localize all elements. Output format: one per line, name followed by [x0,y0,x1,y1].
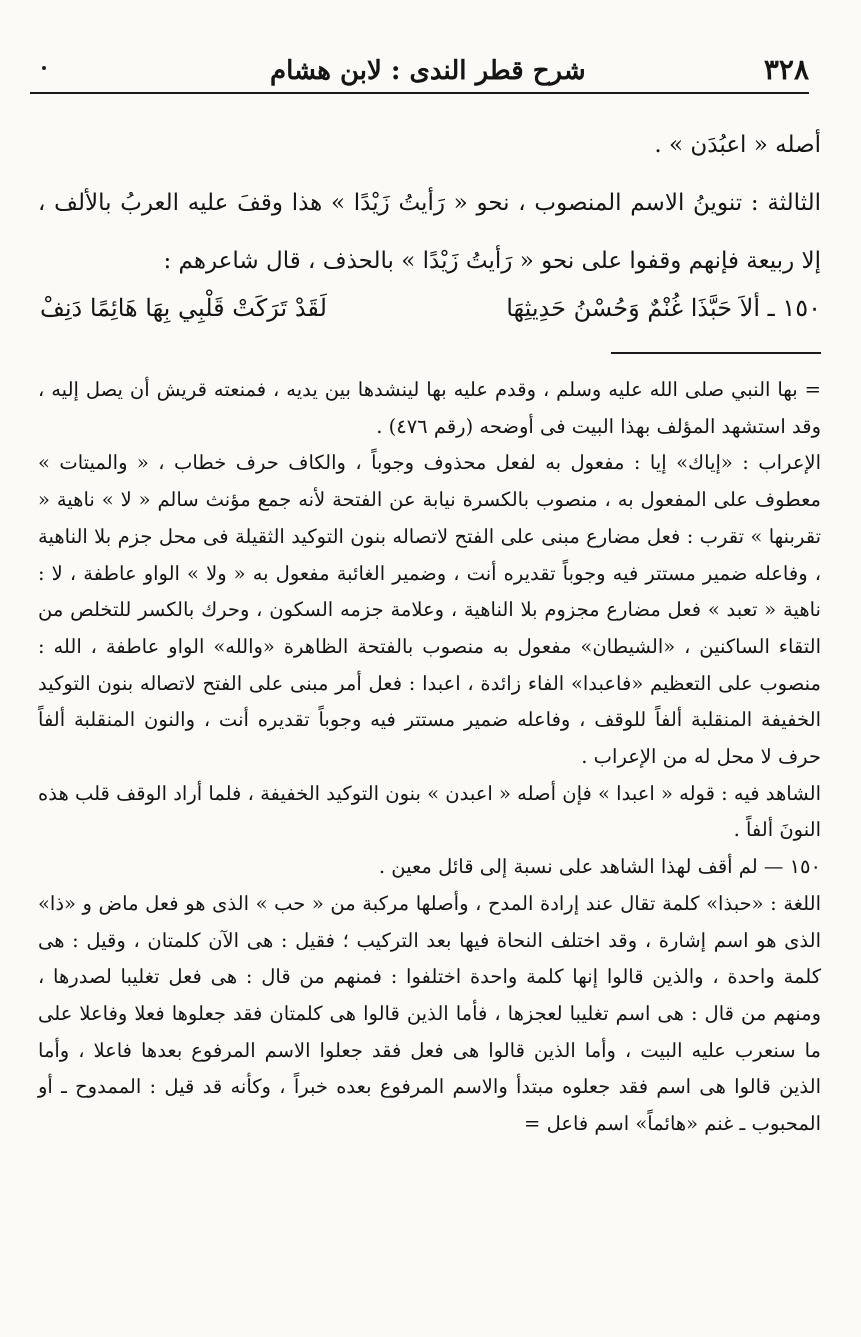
header-dot [42,66,46,70]
footnote-paragraph: اللغة : «حبذا» كلمة تقال عند إرادة المدح ، وأصلها مركبة من « حب » الذى هو فعل ماض و «ذا» الذى هو اسم إشارة ، وقد اختلف النحاة فيها بعد التركيب ؛ فقيل : هى الآن كلمتان ، وقيل : هى كلمة واحدة ، والذين قالوا إنها كلمة واحدة اختلفوا : فمنهم من قال : هى فعل تغليبا لصدرها ، ومنهم من قال : هى اسم تغليبا لعجزها ، فأما الذين قالوا هى كلمتان فقد جعلوها فعلا وفاعلا على ما سنعرب عليه البيت ، وأما الذين قالوا هى فعل فقد جعلوا الاسم المرفوع بعدها فاعلا ، وأما الذين قالوا هى اسم فقد جعلوه مبتدأ والاسم المرفوع بعده خبراً ، وكأنه قد قيل : الممدوح ـ أو المحبوب ـ غنم «هائماً» اسم فاعل = [38,891,821,1136]
verse-first-hemistich: ١٥٠ ـ ألاَ حَبَّذَا غُنْمٌ وَحُسْنُ حَدِيثِهَا [506,294,821,322]
footnote-separator [611,352,821,354]
poetry-verse [40,280,821,336]
page-header [30,40,809,94]
running-title: شرح قطر الندى : لابن هشام [270,56,586,86]
verse-second-hemistich: لَقَدْ تَرَكَتْ قَلْبِي بِهَا هَائِمًا دَنِفْ [40,294,327,322]
footnote-paragraph: ١٥٠ — لم أقف لهذا الشاهد على نسبة إلى قائل معين . [378,855,821,879]
main-paragraph-1: أصله « اعبُدَن » . [654,132,821,158]
footnote-paragraph: الشاهد فيه : قوله « اعبدا » فإن أصله « اعبدن » بنون التوكيد الخفيفة ، فلما أراد الوقف قلب هذه النونَ ألفاً . [38,781,821,842]
page-number: ٣٢٨ [763,53,809,86]
main-paragraph-2: الثالثة : تنوينُ الاسم المنصوب ، نحو « رَأيتُ زَيْدًا » هذا وقفَ عليه العربُ بالألف ، إلا ربيعة فإنهم وقفوا على نحو « رَأيتُ زَيْدًا » بالحذف ، قال شاعرهم : [38,190,821,274]
footnote-paragraph: = بها النبي صلى الله عليه وسلم ، وقدم عليه بها لينشدها بين يديه ، فمنعته قريش أن يصل إليه ، وقد استشهد المؤلف بهذا البيت فى أوضحه (رقم ٤٧٦) . [38,378,821,438]
footnote-paragraph: الإعراب : «إياك» إيا : مفعول به لفعل محذوف وجوباً ، والكاف حرف خطاب ، « والميتات » معطوف على المفعول به ، منصوب بالكسرة نيابة عن الفتحة لأنه جمع مؤنث سالم « لا » ناهية « تقربنها » تقرب : فعل مضارع مبنى على الفتح لاتصاله بنون التوكيد الثقيلة فى محل جزم بلا الناهية ، وفاعله ضمير مستتر فيه وجوباً تقديره أنت ، وضمير الغائبة مفعول به « ولا » الواو عاطفة ، لا : ناهية « تعبد » فعل مضارع مجزوم بلا الناهية ، وعلامة جزمه السكون ، وحرك بالكسر للتخلص من التقاء الساكنين ، «الشيطان» مفعول به منصوب بالفتحة الظاهرة «والله» الواو عاطفة ، الله : منصوب على التعظيم «فاعبدا» الفاء زائدة ، اعبدا : فعل أمر مبنى على الفتح لاتصاله بنون التوكيد الخفيفة المنقلبة ألفاً للوقف ، وفاعله ضمير مستتر فيه وجوباً تقديره أنت ، والنون المنقلبة ألفاً حرف لا محل له من الإعراب . [38,451,821,769]
main-text [38,116,821,290]
footnotes [38,372,821,1143]
